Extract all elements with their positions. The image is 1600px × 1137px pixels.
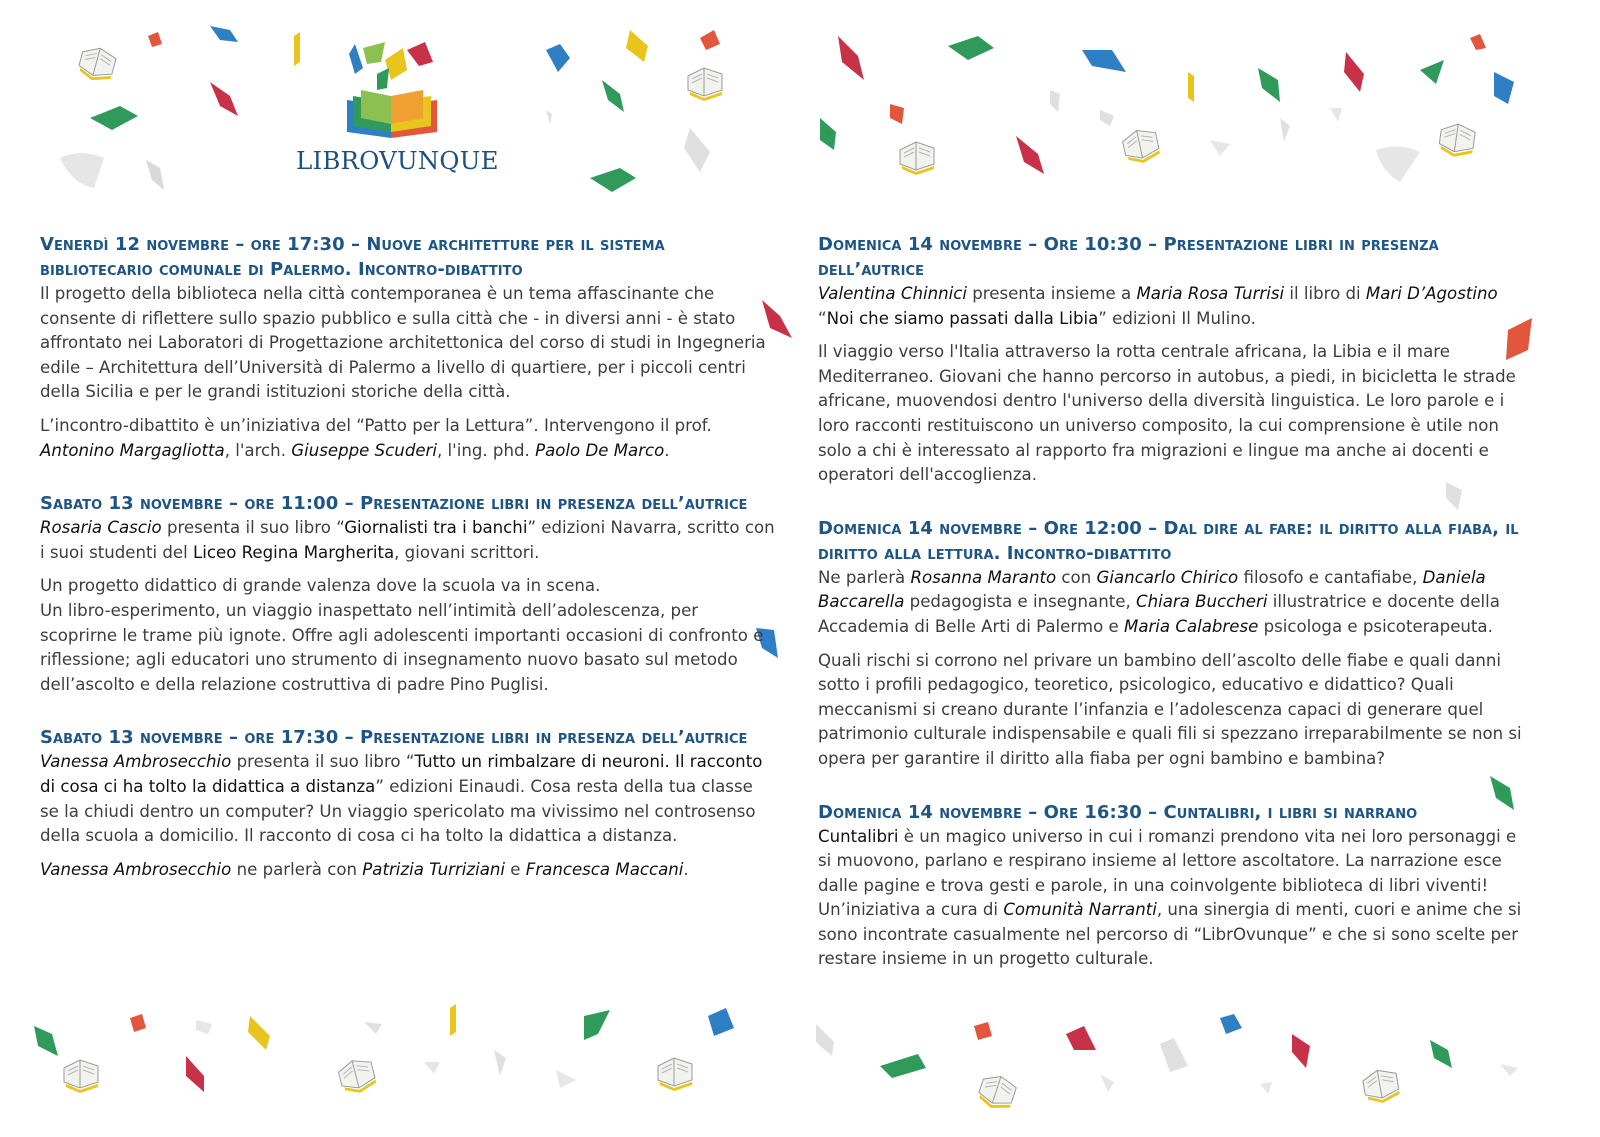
event-title: Domenica 14 novembre – Ore 12:00 – Dal dire al fare: il diritto alla fiaba, il diritto alla lettura. Incontro-dibattito	[818, 517, 1519, 564]
event-title: Domenica 14 novembre – Ore 16:30 – Cuntalibri, i libri si narrano	[818, 801, 1418, 823]
speaker-name: Francesca Maccani	[525, 859, 684, 879]
event-intro: Rosaria Cascio presenta il suo libro “Giornalisti tra i banchi” edizioni Navarra, scritto con i suoi studenti del Liceo Regina Margherita, giovani scrittori.	[40, 518, 775, 562]
event-title: Sabato 13 novembre – ore 11:00 – Presentazione libri in presenza dell’autrice	[40, 493, 748, 515]
author-name: Mari D’Agostino	[1365, 284, 1498, 303]
event-sunday-14-1200	[818, 516, 1533, 772]
book-title: Tutto un rimbalzare di neuroni. Il racconto di cosa ci ha tolto la didattica a distanza	[40, 752, 763, 796]
event-description: Il viaggio verso l'Italia attraverso la rotta centrale africana, la Libia e il mare Mediterraneo. Giovani che hanno percorso in autobus, a piedi, in bicicletta le strade africane, muovendosi dentro l'universo della diversità linguistica. Le loro parole e i loro racconti restituiscono un universo composito, la cui comprensione è utile non solo a chi è interessato al rapporto fra migrazioni e lingue ma anche ai docenti e operatori dell'accoglienza.	[818, 342, 1516, 485]
event-description: Quali rischi si corrono nel privare un bambino dell’ascolto delle fiabe e quali danni sotto i profili pedagogico, teoretico, psicologico, educativo e didattico? Quali meccanismi si creano durante l’infanzia e l’adolescenza capaci di generare quel patrimonio culturale indispensabile e quali fili si spezzano irreparabilmente se non si opera per garantire il diritto alla fiaba per ogni bambino e bambina?	[818, 650, 1522, 768]
event-description: Cuntalibri è un magico universo in cui i romanzi prendono vita nei loro personaggi e si muovono, parlano e respirano insieme al lettore ascoltatore. La narrazione esce dalle pagine e trova gesti e parole, in una coinvolgente biblioteca di libri viventi! Un’iniziativa a cura di Comunità Narranti, una sinergia di menti, cuori e anime che si sono incontrate casualmente nel percorso di “LibrOvunque” e che si sono scelte per restare insieme in un progetto culturale.	[818, 826, 1522, 969]
event-sunday-14-1630	[818, 800, 1533, 973]
book-title: Giornalisti tra i banchi	[344, 518, 528, 538]
event-description: Il progetto della biblioteca nella città contemporanea è un tema affascinante che consente di riflettere sullo spazio pubblico e sulla città che - in diversi anni - è stato affrontato nei Laboratori di Progettazione architettonica del corso di studi in Ingegneria edile – Architettura dell’Università di Palermo a livello di quartiere, per i piccoli centri della Sicilia e per le grandi istituzioni storiche della città.	[40, 284, 766, 402]
speaker-name: Patrizia Turriziani	[362, 859, 506, 879]
speaker-name: Giuseppe Scuderi	[291, 440, 437, 460]
event-speakers: L’incontro-dibattito è un’iniziativa del “Patto per la Lettura”. Intervengono il prof. Antonino Margagliotta, l'arch. Giuseppe Scuderi, l'ing. phd. Paolo De Marco.	[40, 415, 712, 460]
school-name: Liceo Regina Margherita	[193, 542, 395, 562]
event-intro: Vanessa Ambrosecchio presenta il suo libro “Tutto un rimbalzare di neuroni. Il racconto di cosa ci ha tolto la didattica a distanza” edizioni Einaudi. Cosa resta della tua classe se la chiudi dentro un computer? Un viaggio spericolato ma vivissimo nel controsenso della scuola a domicilio. Il racconto di cosa ci ha tolto la didattica a distanza.	[40, 752, 763, 846]
event-title: Venerdì 12 novembre – ore 17:30 – Nuove architetture per il sistema bibliotecario comunale di Palermo. Incontro-dibattito	[40, 234, 665, 280]
author-name: Vanessa Ambrosecchio	[40, 752, 232, 772]
brand-name: LIBROVUNQUE	[296, 146, 499, 175]
speaker-name: Paolo De Marco	[535, 440, 665, 460]
event-saturday-13-afternoon	[40, 725, 775, 882]
event-speakers: Ne parlerà Rosanna Maranto con Giancarlo Chirico filosofo e cantafiabe, Daniela Baccarella pedagogista e insegnante, Chiara Buccheri illustratrice e docente della Accademia di Belle Arti di Palermo e Maria Calabrese psicologa e psicoterapeuta.	[818, 567, 1500, 636]
right-column	[818, 232, 1533, 1000]
author-name: Rosaria Cascio	[40, 518, 162, 538]
project-name: Cuntalibri	[818, 826, 899, 846]
speaker-name: Daniela Baccarella	[818, 567, 1486, 612]
speaker-name: Maria Rosa Turrisi	[1136, 284, 1285, 303]
speaker-name: Chiara Buccheri	[1136, 592, 1268, 612]
event-sunday-14-1030	[818, 232, 1533, 488]
speaker-name: Antonino Margagliotta	[40, 440, 225, 460]
speaker-name: Maria Calabrese	[1124, 616, 1259, 636]
event-title: Domenica 14 novembre – Ore 10:30 – Presentazione libri in presenza dell’autrice	[818, 234, 1439, 280]
speaker-name: Giancarlo Chirico	[1096, 567, 1239, 587]
speaker-name: Vanessa Ambrosecchio	[40, 859, 232, 879]
event-friday-12	[40, 232, 775, 463]
flying-books-logo-icon	[341, 40, 451, 144]
librovunque-logo	[296, 40, 499, 185]
event-saturday-13-morning	[40, 491, 775, 697]
event-intro: Valentina Chinnici presenta insieme a Maria Rosa Turrisi il libro di Mari D’Agostino “Noi che siamo passati dalla Libia” edizioni Il Mulino.	[818, 284, 1498, 328]
event-title: Sabato 13 novembre – ore 17:30 – Presentazione libri in presenza dell’autrice	[40, 727, 748, 749]
book-title: Noi che siamo passati dalla Libia	[826, 308, 1099, 328]
speaker-name: Rosanna Maranto	[910, 567, 1057, 587]
speaker-name: Valentina Chinnici	[818, 284, 967, 303]
event-description: Un progetto didattico di grande valenza dove la scuola va in scena. Un libro-esperimento, un viaggio inaspettato nell’intimità dell’adolescenza, per scoprirne le trame più ignote. Offre agli adolescenti importanti occasioni di confronto e riflessione; agli educatori uno strumento di insegnamento nuovo basato sul metodo dell’ascolto e della relazione costruttiva di padre Pino Puglisi.	[40, 576, 764, 694]
event-speakers: Vanessa Ambrosecchio ne parlerà con Patrizia Turriziani e Francesca Maccani.	[40, 859, 689, 879]
left-column	[40, 232, 775, 910]
organizer-name: Comunità Narranti	[1003, 900, 1157, 920]
